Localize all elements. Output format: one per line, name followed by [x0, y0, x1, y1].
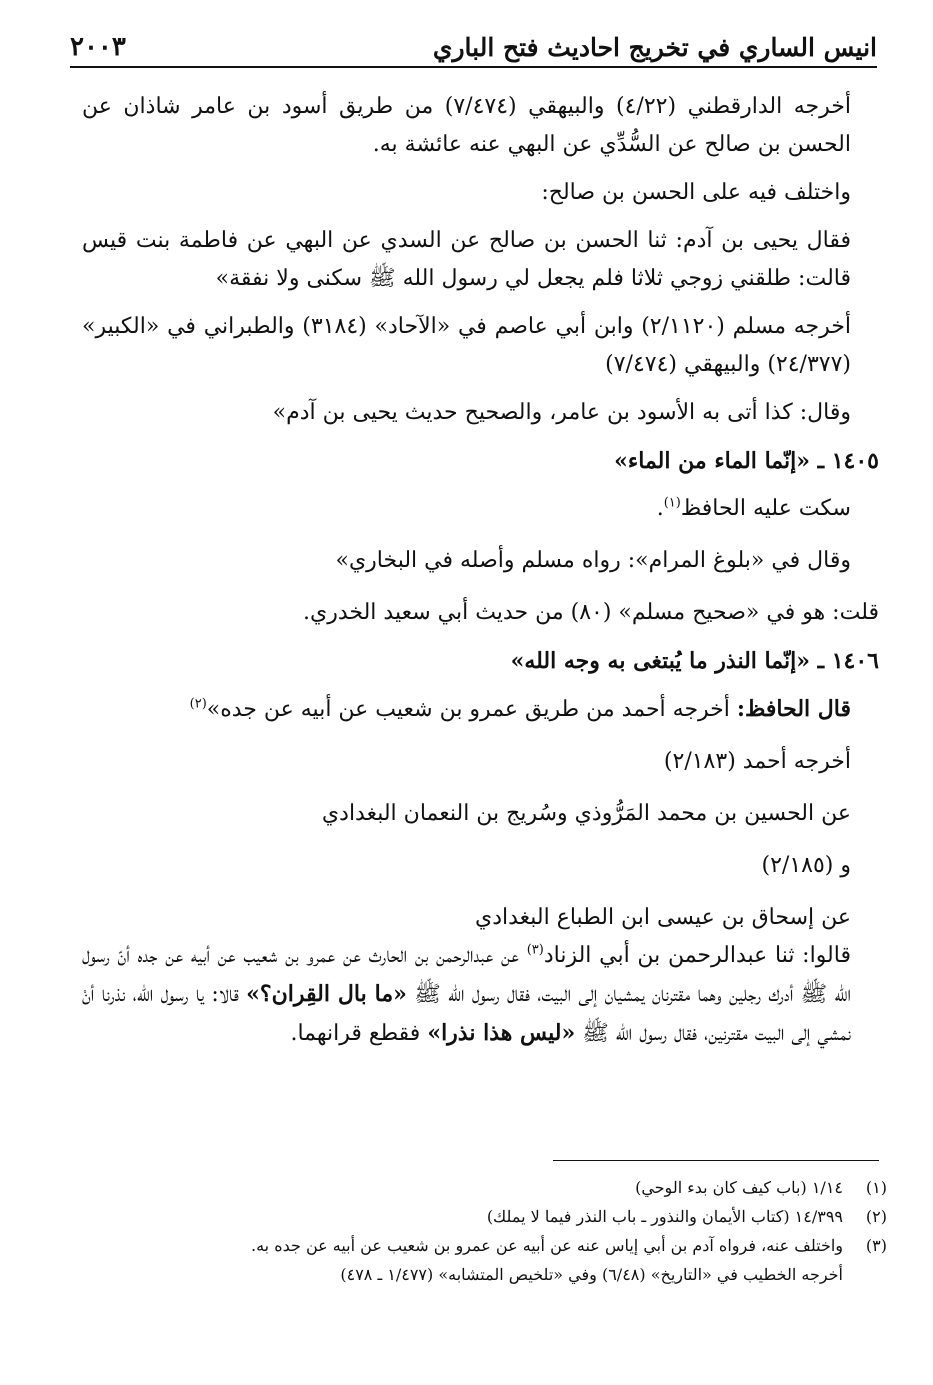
paragraph: وقال في «بلوغ المرام»: رواه مسلم وأصله في البخاري» — [335, 548, 851, 573]
page-header — [70, 26, 877, 68]
paragraph-text: قالا: يا رسول الله، نذرنا أنْ نمشي إلى البيت مقترنين، فقال رسول الله ﷺ — [82, 982, 851, 1046]
paragraph — [82, 690, 879, 729]
paragraph: فقال يحيى بن آدم: ثنا الحسن بن صالح عن السدي عن البهي عن فاطمة بنت قيس قالت: طلقني زوجي ثلاثا فلم يجعل لي رسول الله ﷺ سكنى ولا نفقة» — [82, 228, 851, 291]
main-text — [82, 88, 879, 1053]
footnote-ref: (١) — [663, 495, 681, 511]
footnote-number: (٣) — [865, 1236, 887, 1255]
footnote-number: (١) — [865, 1178, 887, 1197]
page-number: ٢٠٠٣ — [70, 32, 126, 62]
footnotes — [82, 1173, 887, 1289]
footnote-divider — [553, 1160, 879, 1161]
paragraph: عن إسحاق بن عيسى ابن الطباع البغدادي — [474, 905, 851, 930]
footnote-text: ١/١٤ (باب كيف كان بدء الوحي) — [635, 1178, 843, 1197]
hadith-heading: ١٤٠٦ ـ «إنّما النذر ما يُبتغى به وجه الله» — [510, 648, 879, 674]
paragraph-text: فقطع قرانهما. — [290, 1021, 428, 1046]
hadith-heading: ١٤٠٥ ـ «إنّما الماء من الماء» — [614, 448, 879, 474]
footnote-ref: (٢) — [189, 696, 207, 712]
paragraph: عن الحسين بن محمد المَرُّوذي وسُريج بن النعمان البغدادي — [321, 801, 851, 826]
paragraph-text: سكت عليه الحافظ — [680, 496, 851, 521]
paragraph: و (٢/١٨٥) — [761, 853, 851, 878]
footnote-ref: (٣) — [526, 942, 544, 958]
paragraph-text: أخرجه أحمد من طريق عمرو بن شعيب عن أبيه عن جده» — [206, 697, 737, 722]
paragraph: أخرجه أحمد (٢/١٨٣) — [663, 749, 851, 774]
footnote — [82, 1173, 887, 1202]
paragraph — [82, 490, 879, 528]
footnote-text — [82, 1231, 843, 1289]
running-title: انيس الساري في تخريج احاديث فتح الباري — [432, 33, 877, 62]
paragraph — [82, 937, 879, 1053]
paragraph-end: . — [656, 496, 664, 521]
paragraph-text: عن عبدالرحمن بن الحارث عن عمرو بن شعيب عن أبيه عن جده أنّ رسول الله ﷺ أدرك رجلين وهما مقترنان يمشيان إلى البيت، فقال رسول الله ﷺ — [82, 943, 851, 1007]
footnote — [82, 1202, 887, 1231]
paragraph: قلت: هو في «صحيح مسلم» (٨٠) من حديث أبي سعيد الخدري. — [303, 600, 879, 625]
footnote-line: أخرجه الخطيب في «التاريخ» (٦/٤٨) وفي «تلخيص المتشابه» (١/٤٧٧ ـ ٤٧٨) — [340, 1265, 843, 1284]
quoted-saying: «ليس هذا نذرا» — [427, 1020, 576, 1046]
footnote-number: (٢) — [865, 1207, 887, 1226]
footnote-line: واختلف عنه، فرواه آدم بن أبي إياس عنه عن أبيه عن عمرو بن شعيب عن أبيه عن جده به. — [251, 1236, 843, 1255]
paragraph: أخرجه مسلم (٢/١١٢٠) وابن أبي عاصم في «الآحاد» (٣١٨٤) والطبراني في «الكبير» (٢٤/٣٧٧) والبيهقي (٧/٤٧٤) — [82, 314, 851, 377]
speaker-label: قال الحافظ: — [736, 696, 851, 722]
paragraph: أخرجه الدارقطني (٤/٢٢) والبيهقي (٧/٤٧٤) من طريق أسود بن عامر شاذان عن الحسن بن صالح عن السُّدِّي عن البهي عنه عائشة به. — [82, 94, 852, 157]
paragraph: وقال: كذا أتى به الأسود بن عامر، والصحيح حديث يحيى بن آدم» — [272, 400, 851, 425]
paragraph: واختلف فيه على الحسن بن صالح: — [541, 180, 851, 205]
footnote — [82, 1231, 887, 1289]
paragraph-text: قالوا: ثنا عبدالرحمن بن أبي الزناد — [543, 943, 851, 968]
footnote-text: ١٤/٣٩٩ (كتاب الأيمان والنذور ـ باب النذر فيما لا يملك) — [486, 1207, 843, 1226]
quoted-saying: «ما بال القِران؟» — [246, 981, 407, 1007]
